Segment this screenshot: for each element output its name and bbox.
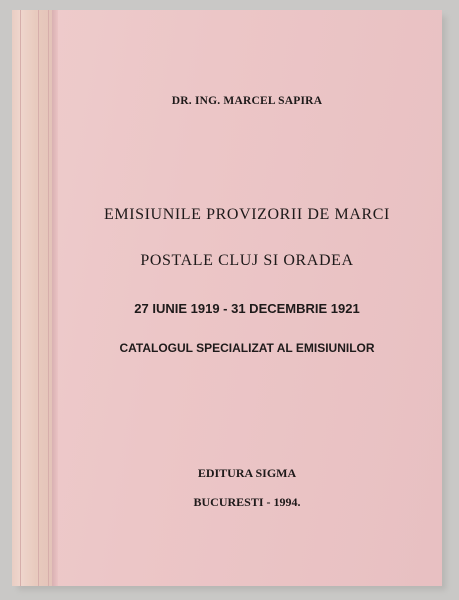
subtitle: CATALOGUL SPECIALIZAT AL EMISIUNILOR <box>119 341 375 355</box>
book-spine <box>12 10 52 586</box>
spine-crease <box>48 10 49 586</box>
book-cover <box>12 10 442 586</box>
spine-crease <box>38 10 39 586</box>
title-line-2: POSTALE CLUJ SI ORADEA <box>140 252 354 269</box>
publisher-name: EDITURA SIGMA <box>197 466 297 480</box>
spine-crease <box>20 10 21 586</box>
author-name: DR. ING. MARCEL SAPIRA <box>171 95 323 107</box>
title-line-1: EMISIUNILE PROVIZORII DE MARCI <box>104 206 390 223</box>
city-year: BUCURESTI - 1994. <box>193 495 301 509</box>
date-range: 27 IUNIE 1919 - 31 DECEMBRIE 1921 <box>134 301 360 316</box>
